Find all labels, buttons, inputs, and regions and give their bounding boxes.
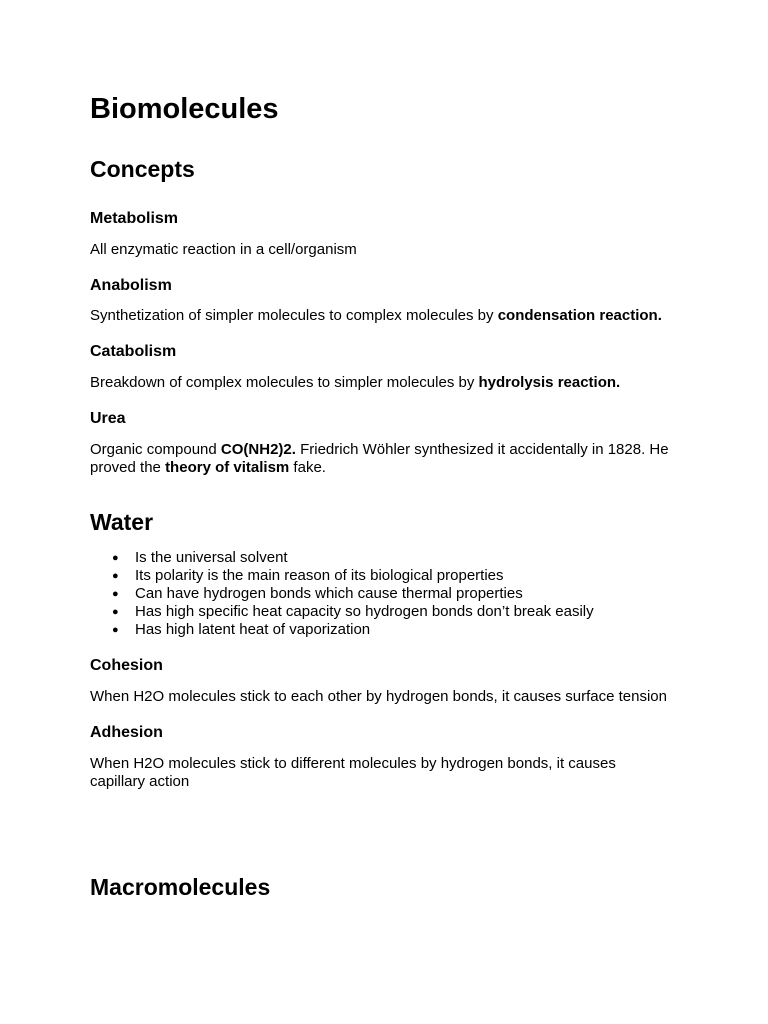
catabolism-text: Breakdown of complex molecules to simpler molecules by hydrolysis reaction.	[90, 374, 621, 391]
cohesion-text: When H2O molecules stick to each other by hydrogen bonds, it causes surface tension	[90, 688, 667, 705]
adhesion-heading: Adhesion	[90, 724, 163, 741]
list-item: ● Has high specific heat capacity so hydrogen bonds don’t break easily	[90, 603, 594, 621]
urea-text: Organic compound CO(NH2)2. Friedrich Wöhler synthesized it accidentally in 1828. He proved the theory of vitalism fake.	[90, 441, 669, 476]
list-item: ● Is the universal solvent	[90, 549, 594, 567]
urea-bold-term: theory of vitalism	[165, 459, 290, 476]
water-properties-list	[90, 549, 594, 639]
urea-heading: Urea	[90, 410, 126, 427]
list-item: ● Its polarity is the main reason of its biological properties	[90, 567, 594, 585]
list-item: ● Can have hydrogen bonds which cause thermal properties	[90, 585, 594, 603]
water-heading: Water	[90, 509, 154, 535]
anabolism-text: Synthetization of simpler molecules to complex molecules by condensation reaction.	[90, 307, 662, 324]
urea-formula: CO(NH2)2.	[220, 441, 296, 458]
document-title: Biomolecules	[90, 93, 279, 125]
concepts-heading: Concepts	[90, 156, 195, 182]
macromolecules-heading: Macromolecules	[90, 874, 271, 900]
metabolism-heading: Metabolism	[90, 210, 179, 227]
catabolism-heading: Catabolism	[90, 343, 177, 360]
anabolism-bold-term: condensation reaction.	[497, 307, 662, 324]
metabolism-text: All enzymatic reaction in a cell/organism	[90, 241, 357, 258]
anabolism-heading: Anabolism	[90, 277, 172, 294]
adhesion-text: When H2O molecules stick to different molecules by hydrogen bonds, it causes capillary action	[90, 755, 616, 790]
list-item: ● Has high latent heat of vaporization	[90, 621, 594, 639]
cohesion-heading: Cohesion	[90, 657, 163, 674]
catabolism-bold-term: hydrolysis reaction.	[478, 374, 621, 391]
